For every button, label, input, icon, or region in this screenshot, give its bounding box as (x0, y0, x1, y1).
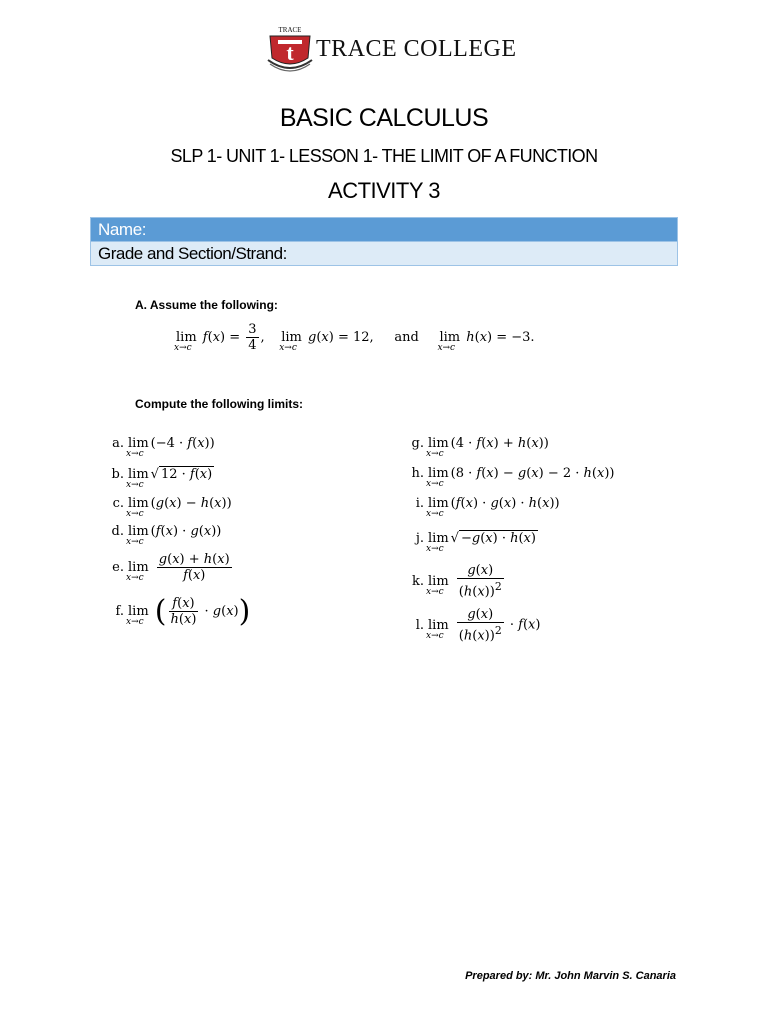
problem-i: i. lim x→c (f(x) · g(x) · h(x)) (415, 496, 560, 519)
problem-k: k. lim x→c $\frac{g(x)}{(h(x))^2}$ (411, 563, 502, 600)
problem-a: a. lim x→c (−4 · f(x)) (112, 436, 215, 459)
problem-j: j. lim x→c √ −g(x) · h(x) (415, 531, 536, 554)
problem-d: d. lim x→c (f(x) · g(x)) (111, 524, 222, 547)
problem-e: e. lim x→c $\frac{g(x) + h(x)}{f(x)}$ (112, 552, 230, 583)
student-info-table (90, 217, 678, 266)
problem-b: b. lim x→c √ 12 · f(x) (111, 467, 213, 490)
name-label: Name: (98, 220, 147, 239)
document-title: BASIC CALCULUS (279, 104, 489, 132)
college-name: TRACE COLLEGE (316, 36, 517, 62)
problem-h: h. lim x→c (8 · f(x) − g(x) − 2 · h(x)) (411, 466, 615, 489)
lesson-subtitle: SLP 1- UNIT 1- LESSON 1- THE LIMIT OF A FUNCTION (170, 146, 598, 166)
section-a-label: A. Assume the following: (135, 298, 278, 312)
activity-title: ACTIVITY 3 (328, 178, 440, 203)
given-limits: lim x→c f(x) = $\frac{3}{4}$ , lim x→c g(x) = 12, and lim x→c h(x) = −3. (174, 322, 535, 353)
compute-label: Compute the following limits: (135, 397, 303, 411)
problem-g: g. lim x→c (4 · f(x) + h(x)) (411, 436, 549, 459)
name-row[interactable] (91, 218, 677, 241)
grade-label: Grade and Section/Strand: (98, 244, 287, 263)
problem-f: f. lim x→c ( $\frac{f(x)}{h(x)}$ · g(x)) (115, 594, 251, 629)
college-emblem-icon (264, 24, 316, 76)
grade-row[interactable] (91, 241, 677, 265)
college-logo (264, 24, 534, 76)
emblem-text: TRACE (278, 26, 302, 34)
problem-c: c. lim x→c (g(x) − h(x)) (112, 496, 232, 519)
prepared-by: Prepared by: Mr. John Marvin S. Canaria (465, 970, 676, 982)
problem-l: l. lim x→c $\frac{g(x)}{(h(x))^2}$ · f(x) (415, 607, 541, 644)
emblem-letter: t (286, 40, 294, 65)
